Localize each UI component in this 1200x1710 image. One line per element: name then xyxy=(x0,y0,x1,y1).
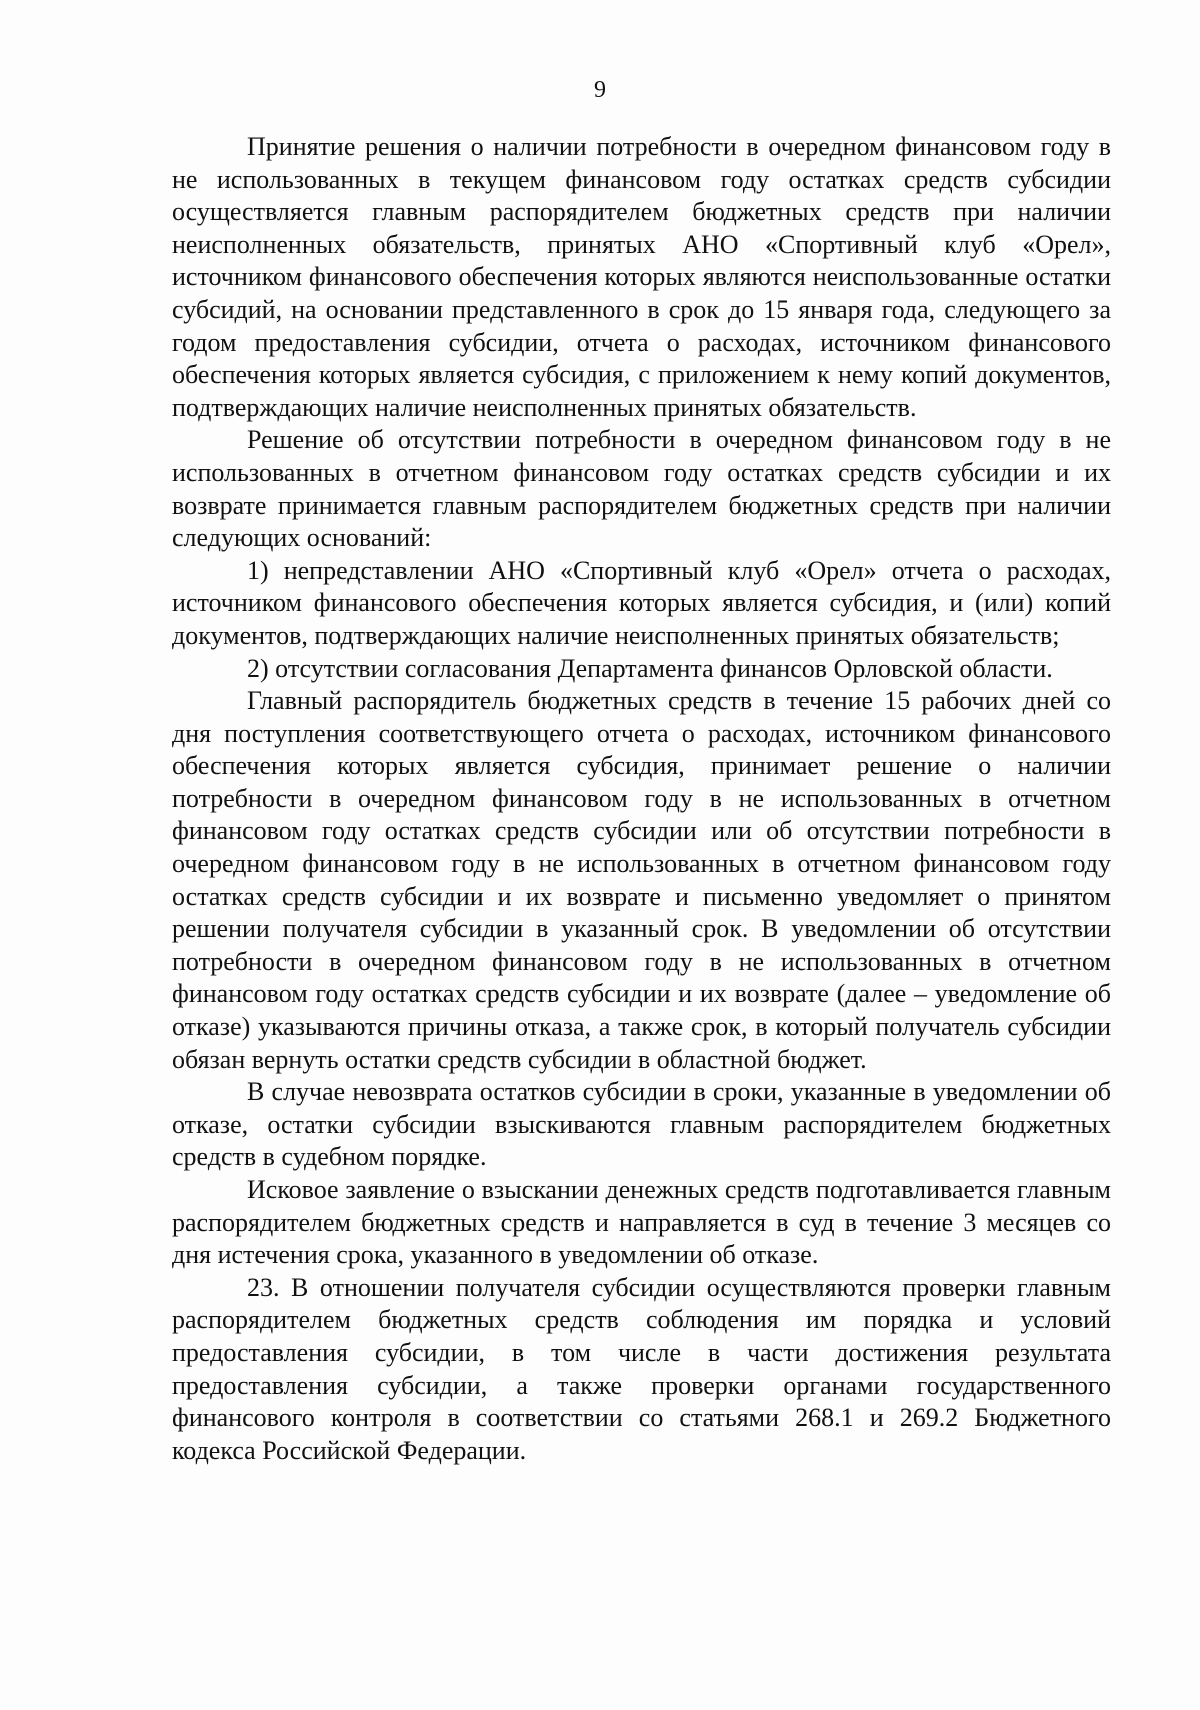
paragraph-ground-2: 2) отсутствии согласования Департамента финансов Орловской области. xyxy=(247,653,1053,683)
paragraph-need-decision: Принятие решения о наличии потребности в очередном финансовом году в не использованных в текущем финансовом году остатках средств субсидии осуществляется главным распорядителем бюджетных средств при наличии неисполненных обязательств, принятых АНО «Спортивный клуб «Орел», источником финансового обеспечения которых являются неиспользованные остатки субсидий, на основании представленного в срок до 15 января года, следующего за годом предоставления субсидии, отчета о расходах, источником финансового обеспечения которых является субсидия, с приложением к нему копий документов, подтверждающих наличие неисполненных принятых обязательств. xyxy=(172,132,1111,422)
paragraph-decision-term: Главный распорядитель бюджетных средств в течение 15 рабочих дней со дня поступления соответствующего отчета о расходах, источником финансового обеспечения которых является субсидия, принимает решение о наличии потребности в очередном финансовом году в не использованных в отчетном финансовом году остатках средств субсидии или об отсутствии потребности в очередном финансовом году в не использованных в отчетном финансовом году остатках средств субсидии и их возврате и письменно уведомляет о принятом решении получателя субсидии в указанный срок. В уведомлении об отсутствии потребности в очередном финансовом году в не использованных в отчетном финансовом году остатках средств субсидии и их возврате (далее – уведомление об отказе) указываются причины отказа, а также срок, в который получатель субсидии обязан вернуть остатки средств субсидии в областной бюджет. xyxy=(172,686,1111,1074)
document-body xyxy=(172,131,1111,1467)
paragraph-ground-1: 1) непредставлении АНО «Спортивный клуб «Орел» отчета о расходах, источником финансового обеспечения которых является субсидия, и (или) копий документов, подтверждающих наличие неисполненных принятых обязательств; xyxy=(172,555,1111,650)
paragraph-item-23: 23. В отношении получателя субсидии осуществляются проверки главным распорядителем бюджетных средств соблюдения им порядка и условий предоставления субсидии, в том числе в части достижения результата предоставления субсидии, а также проверки органами государственного финансового контроля в соответствии со статьями 268.1 и 269.2 Бюджетного кодекса Российской Федерации. xyxy=(172,1272,1111,1465)
paragraph-claim: Исковое заявление о взыскании денежных средств подготавливается главным распорядителем бюджетных средств и направляется в суд в течение 3 месяцев со дня истечения срока, указанного в уведомлении об отказе. xyxy=(172,1175,1111,1270)
paragraph-non-return: В случае невозврата остатков субсидии в сроки, указанные в уведомлении об отказе, остатки субсидии взыскиваются главным распорядителем бюджетных средств в судебном порядке. xyxy=(172,1077,1111,1172)
paragraph-no-need-decision: Решение об отсутствии потребности в очередном финансовом году в не использованных в отчетном финансовом году остатках средств субсидии и их возврате принимается главным распорядителем бюджетных средств при наличии следующих оснований: xyxy=(172,425,1111,553)
page-number: 9 xyxy=(594,77,606,103)
